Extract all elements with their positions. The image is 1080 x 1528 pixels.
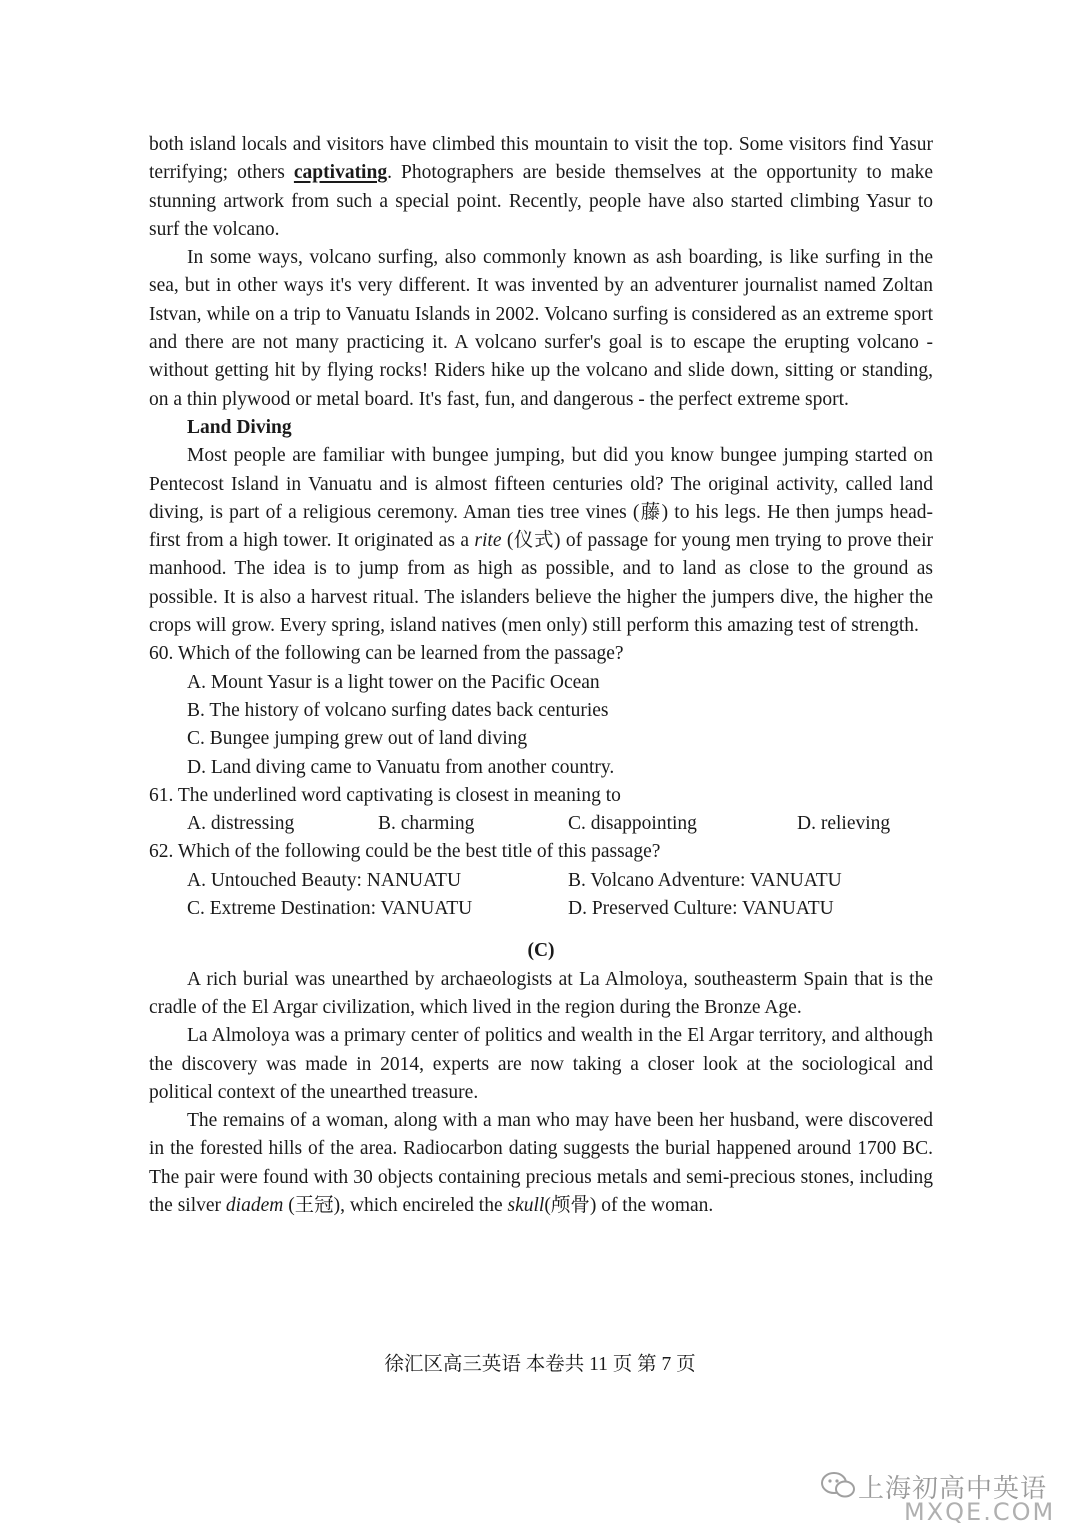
question-60-option-d: D. Land diving came to Vanuatu from another country. (187, 756, 615, 778)
wechat-icon (820, 1470, 856, 1500)
passage-c-paragraph-3 (149, 1107, 933, 1220)
text-run: Most people are familiar with bungee jumping, but did you know bungee jumping started on Pentecost Island in Vanuatu and is almost fifteen centuries old? The original activity, called land diving, is part of a religious ceremony. Aman ties tree vines (藤) to his legs. He then jumps head-first from a high tower. It originated as a (149, 445, 933, 552)
passage-c-paragraph-1: A rich burial was unearthed by archaeologists at La Almoloya, southeasterm Spain that is the cradle of the El Argar civilization, which lived in the region during the Bronze Age. (149, 968, 933, 1018)
section-heading-land-diving: Land Diving (187, 416, 292, 438)
italic-word-skull: skull (507, 1194, 545, 1216)
question-61-option-d: D. relieving (797, 813, 891, 835)
italic-word-diadem: diadem (225, 1194, 284, 1216)
italic-word-rite: rite (474, 530, 502, 552)
passage-b-paragraph-3 (149, 442, 933, 640)
question-61-option-a: A. distressing (187, 813, 295, 835)
question-60-option-a: A. Mount Yasur is a light tower on the Pacific Ocean (187, 671, 600, 693)
question-62-option-d: D. Preserved Culture: VANUATU (568, 898, 834, 920)
question-61-option-b: B. charming (378, 813, 475, 835)
question-60-option-c: C. Bungee jumping grew out of land diving (187, 728, 528, 750)
question-60-stem: 60. Which of the following can be learned from the passage? (149, 643, 624, 665)
passage-b-paragraph-2: In some ways, volcano surfing, also commonly known as ash boarding, is like surfing in the sea, but in other ways it's very different. It was invented by an adventurer journalist named Zoltan Istvan, while on a trip to Vanuatu Islands in 2002. Volcano surfing is considered as an extreme sport and there are not many practicing it. A volcano surfer's goal is to escape the erupting volcano - without getting hit by flying rocks! Riders hike up the volcano and slide down, sitting or standing, on a thin plywood or metal board. It's fast, fun, and dangerous - the perfect extreme sport. (149, 247, 933, 410)
text-run: (王冠), which encireled the (283, 1194, 508, 1216)
question-61-option-c: C. disappointing (568, 813, 697, 835)
page-footer: 徐汇区高三英语 本卷共 11 页 第 7 页 (384, 1354, 696, 1375)
question-60-option-b: B. The history of volcano surfing dates back centuries (187, 699, 609, 721)
question-61-options (149, 810, 933, 838)
watermark-site: MXQE.COM (904, 1498, 1056, 1526)
underlined-word-captivating: captivating (293, 162, 388, 184)
text-run: . Photographers are beside themselves at the opportunity to make stunning artwork from such a special point. Recently, people have also started climbing Yasur to surf the volcano. (149, 162, 933, 240)
question-62-option-b: B. Volcano Adventure: VANUATU (568, 869, 842, 891)
question-61-stem: 61. The underlined word captivating is closest in meaning to (149, 784, 621, 806)
question-62-options-row-1 (149, 867, 933, 895)
watermark (818, 1460, 1080, 1528)
passage-c-paragraph-2: La Almoloya was a primary center of politics and wealth in the El Argar territory, and although the discovery was made in 2014, experts are now taking a closer look at the sociological and political context of the unearthed treasure. (149, 1025, 933, 1103)
question-62-options-row-2 (149, 895, 933, 923)
passage-b-paragraph-1 (149, 131, 933, 244)
question-62-stem: 62. Which of the following could be the best title of this passage? (149, 841, 661, 863)
section-label-c: (C) (527, 940, 555, 962)
text-run: (仪式) of passage for young men trying to prove their manhood. The idea is to jump from as high as possible, and to land as close to the ground as possible. It is also a harvest ritual. The islanders believe the higher the jumpers dive, the higher the crops will grow. Every spring, island natives (men only) still perform this amazing test of strength. (149, 530, 933, 637)
text-run: The remains of a woman, along with a man who may have been her husband, were discovered in the forested hills of the area. Radiocarbon dating suggests the burial happened around 1700 BC. The pair were found with 30 objects containing precious metals and semi-precious stones, including the silver (149, 1110, 933, 1216)
question-62-option-a: A. Untouched Beauty: NANUATU (187, 869, 462, 891)
exam-page-content (149, 131, 933, 1220)
text-run: (颅骨) of the woman. (544, 1194, 714, 1216)
text-run: both island locals and visitors have climbed this mountain to visit the top. Some visitors find Yasur terrifying; others (149, 134, 933, 184)
watermark-text: 上海初高中英语 (858, 1474, 1048, 1504)
question-62-option-c: C. Extreme Destination: VANUATU (187, 898, 473, 920)
